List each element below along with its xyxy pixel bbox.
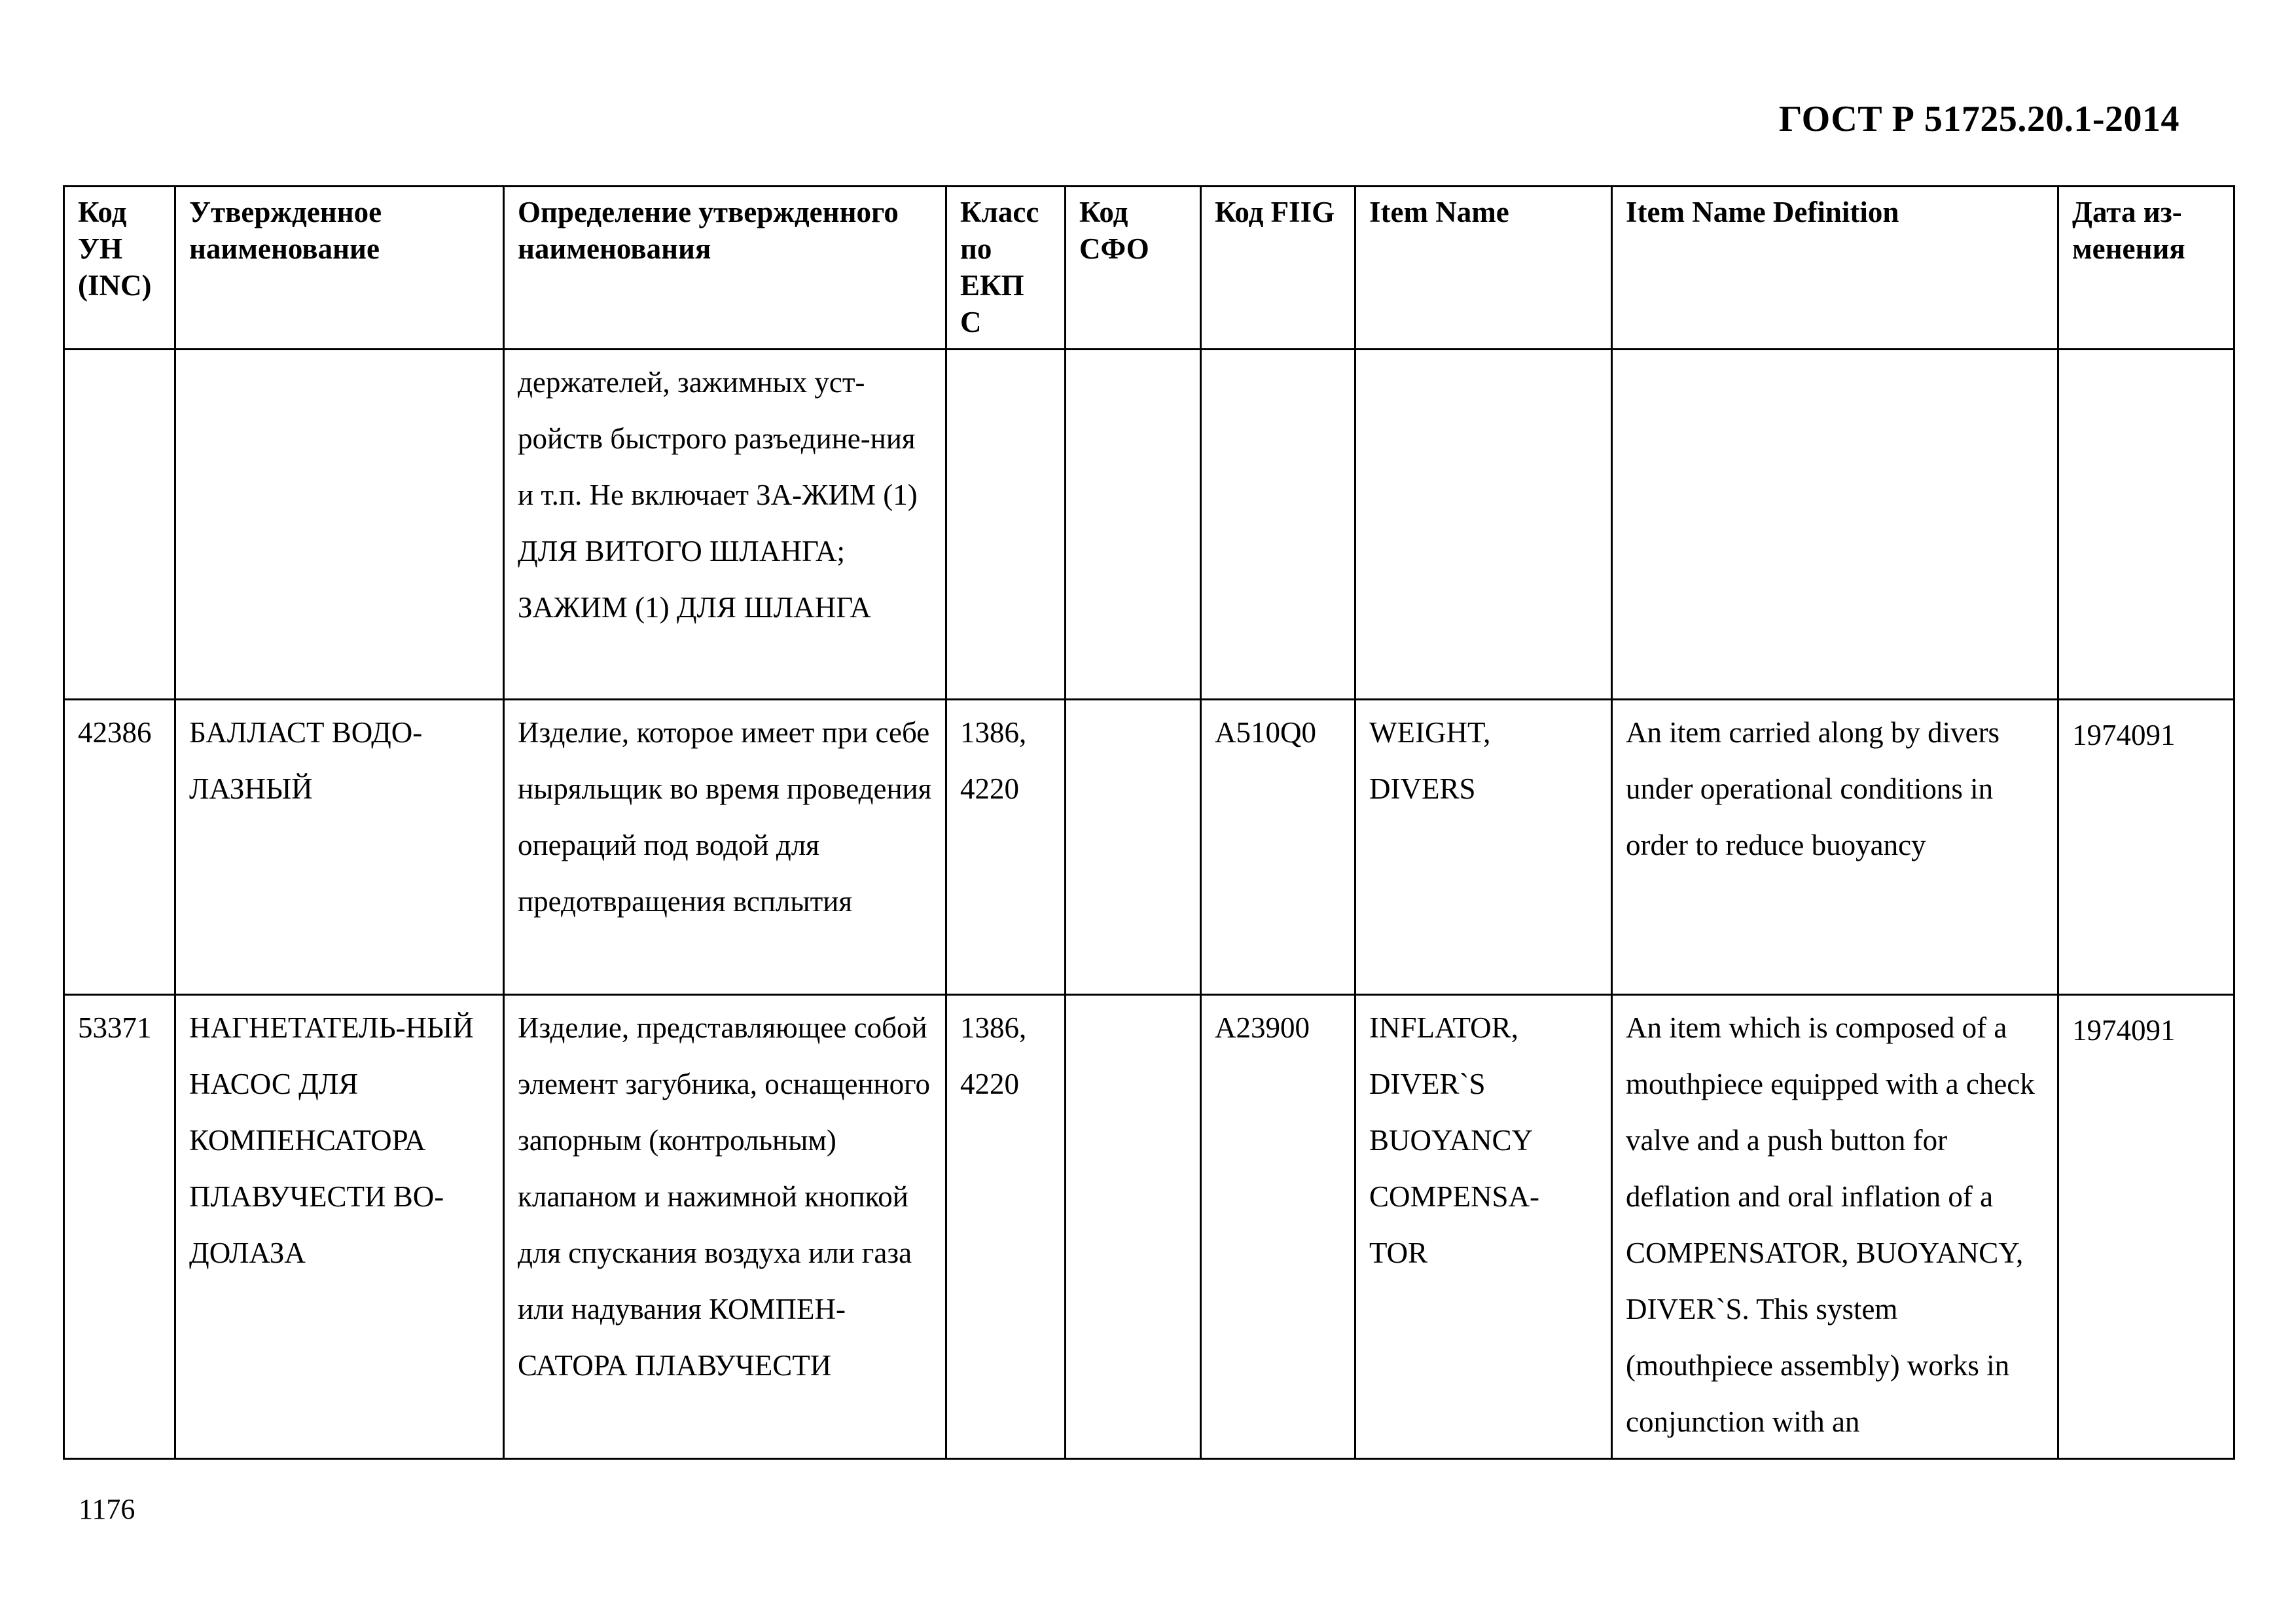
cell-change-date xyxy=(2058,350,2234,700)
cell-approved-name xyxy=(175,350,504,700)
header-item-name-definition: Item Name Definition xyxy=(1612,187,2058,350)
table-row xyxy=(64,700,2234,995)
cell-class: 1386, 4220 xyxy=(946,995,1066,1459)
cell-sfo-code xyxy=(1066,700,1201,995)
cell-inc-code: 42386 xyxy=(64,700,175,995)
cell-fiig-code: A23900 xyxy=(1201,995,1355,1459)
cell-change-date: 1974091 xyxy=(2058,995,2234,1459)
cell-inc-code xyxy=(64,350,175,700)
header-name-definition: Определение утвержденного наименования xyxy=(504,187,946,350)
header-fiig-code: Код FIIG xyxy=(1201,187,1355,350)
header-approved-name: Утвержденное наименование xyxy=(175,187,504,350)
cell-fiig-code: A510Q0 xyxy=(1201,700,1355,995)
header-class: Класс по ЕКП С xyxy=(946,187,1066,350)
cell-item-name-definition xyxy=(1612,350,2058,700)
document-standard-number: ГОСТ Р 51725.20.1-2014 xyxy=(1778,99,2179,139)
table-header-row xyxy=(64,187,2234,350)
cell-inc-code: 53371 xyxy=(64,995,175,1459)
table-row xyxy=(64,995,2234,1459)
cell-item-name: WEIGHT, DIVERS xyxy=(1355,700,1612,995)
cell-name-definition: держателей, зажимных уст-ройств быстрого разъедине-ния и т.п. Не включает ЗА-ЖИМ (1) ДЛЯ ВИТОГО ШЛАНГА; ЗАЖИМ (1) ДЛЯ ШЛАНГА xyxy=(504,350,946,700)
nomenclature-table xyxy=(63,185,2235,1460)
cell-item-name xyxy=(1355,350,1612,700)
header-change-date: Дата из-менения xyxy=(2058,187,2234,350)
header-inc-code: Код УН (INC) xyxy=(64,187,175,350)
cell-item-name-definition: An item which is composed of a mouthpiece equipped with a check valve and a push button for deflation and oral inflation of a COMPENSATOR, BUOYANCY, DIVER`S. This system (mouthpiece assembly) works in conjunction with an xyxy=(1612,995,2058,1459)
cell-fiig-code xyxy=(1201,350,1355,700)
header-item-name: Item Name xyxy=(1355,187,1612,350)
cell-name-definition: Изделие, которое имеет при себе ныряльщик во время проведения операций под водой для предотвращения всплытия xyxy=(504,700,946,995)
cell-approved-name: НАГНЕТАТЕЛЬ-НЫЙ НАСОС ДЛЯ КОМПЕНСАТОРА ПЛАВУЧЕСТИ ВО-ДОЛАЗА xyxy=(175,995,504,1459)
cell-approved-name: БАЛЛАСТ ВОДО-ЛАЗНЫЙ xyxy=(175,700,504,995)
cell-class xyxy=(946,350,1066,700)
cell-sfo-code xyxy=(1066,350,1201,700)
page-number: 1176 xyxy=(79,1493,135,1525)
cell-change-date: 1974091 xyxy=(2058,700,2234,995)
cell-sfo-code xyxy=(1066,995,1201,1459)
header-sfo-code: Код СФО xyxy=(1066,187,1201,350)
cell-class: 1386, 4220 xyxy=(946,700,1066,995)
cell-item-name-definition: An item carried along by divers under operational conditions in order to reduce buoyancy xyxy=(1612,700,2058,995)
table-row xyxy=(64,350,2234,700)
cell-item-name: INFLATOR, DIVER`S BUOYANCY COMPENSA-TOR xyxy=(1355,995,1612,1459)
cell-name-definition: Изделие, представляющее собой элемент загубника, оснащенного запорным (контрольным) клапаном и нажимной кнопкой для спускания воздуха или газа или надувания КОМПЕН-САТОРА ПЛАВУЧЕСТИ xyxy=(504,995,946,1459)
